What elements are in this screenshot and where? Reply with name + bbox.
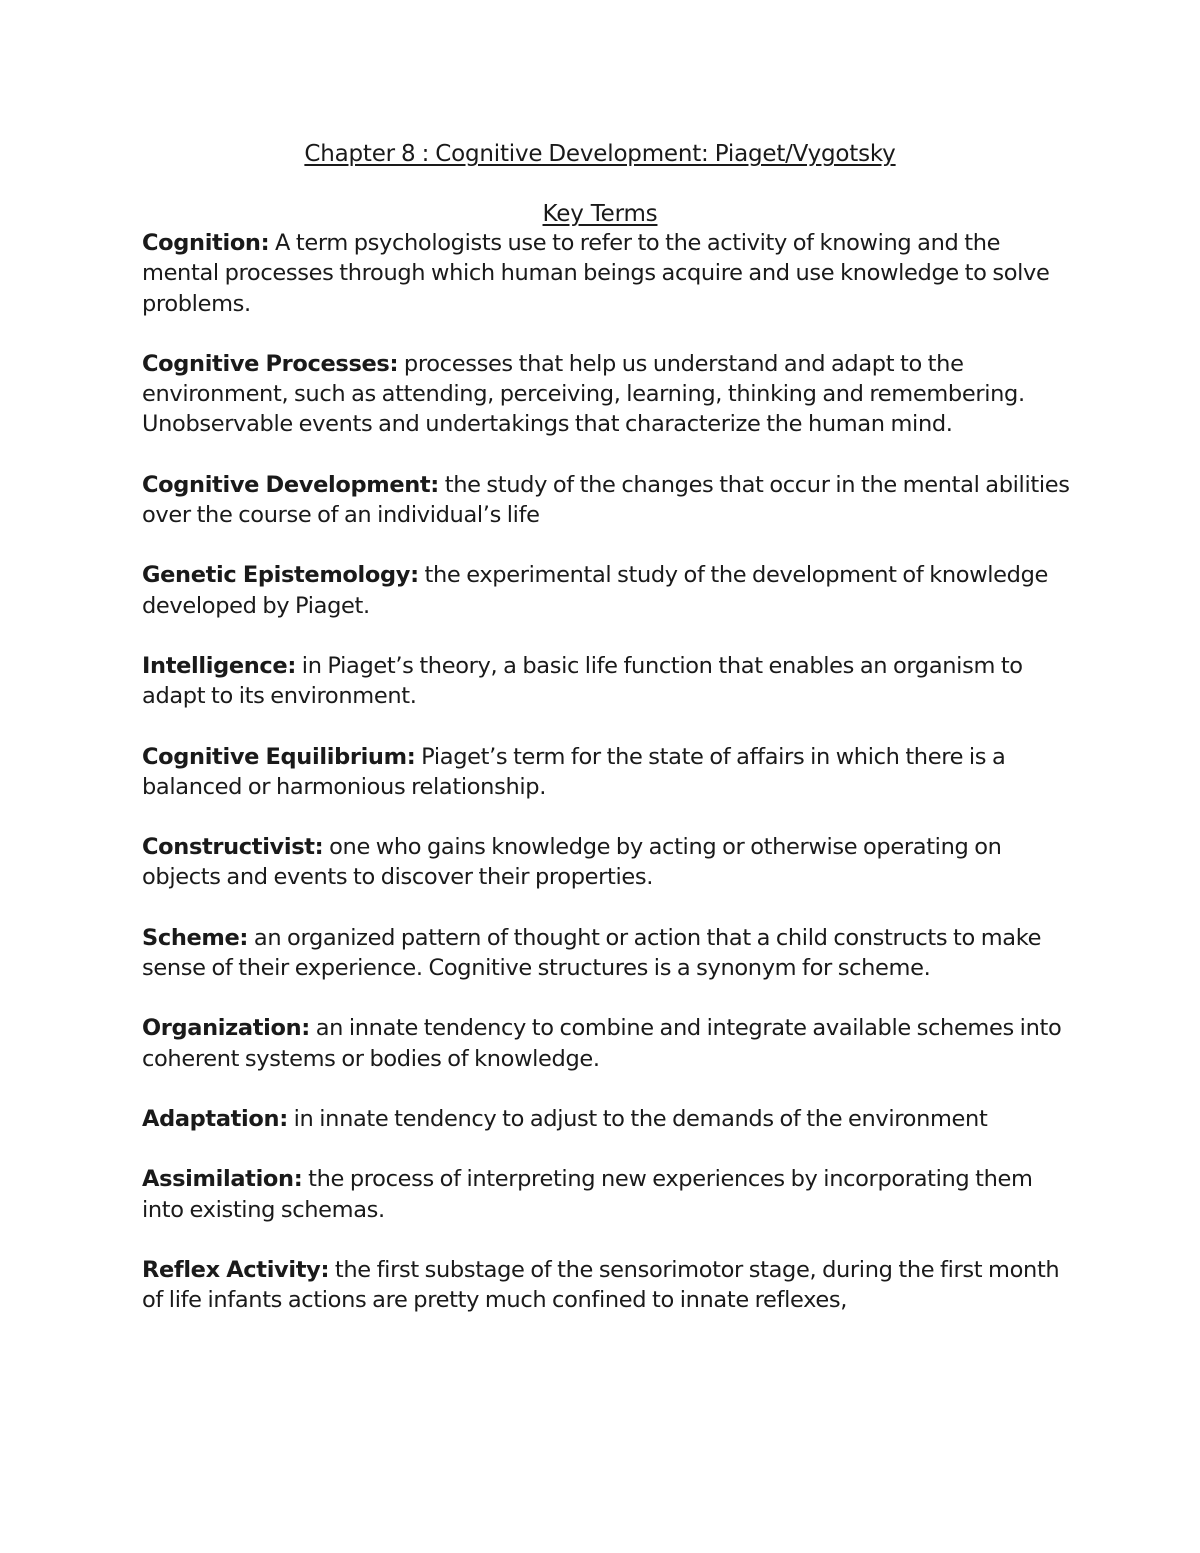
term-entry <box>142 832 1072 893</box>
term-name: Organization: <box>142 1015 310 1042</box>
term-entry <box>142 1013 1072 1074</box>
term-name: Cognition: <box>142 230 270 256</box>
term-entry <box>142 1104 1072 1134</box>
term-definition: the experimental study of the development of knowledge developed by Piaget. <box>142 562 1048 619</box>
term-entry <box>142 228 1072 319</box>
term-definition: the first substage of the sensorimotor stage, during the first month of life infants actions are pretty much confined to innate reflexes, <box>142 1256 1060 1314</box>
term-definition: the study of the changes that occur in the mental abilities over the course of an individual’s life <box>142 471 1070 529</box>
term-definition: the process of interpreting new experiences by incorporating them into existing schemas. <box>142 1166 1033 1223</box>
term-definition: A term psychologists use to refer to the activity of knowing and the mental processes through which human beings acquire and use knowledge to solve problems. <box>142 230 1050 317</box>
term-definition: in innate tendency to adjust to the demands of the environment <box>287 1105 988 1132</box>
term-entry <box>142 651 1072 712</box>
term-name: Genetic Epistemology: <box>142 562 419 589</box>
term-name: Constructivist: <box>142 834 324 861</box>
term-definition: an organized pattern of thought or action that a child constructs to make sense of their experience. Cognitive structures is a synonym for scheme. <box>142 924 1042 982</box>
term-name: Reflex Activity: <box>142 1256 330 1283</box>
term-name: Assimilation: <box>142 1166 303 1193</box>
term-entry <box>142 349 1072 440</box>
term-definition: in Piaget’s theory, a basic life function that enables an organism to adapt to its environment. <box>142 652 1023 710</box>
section-heading: Key Terms <box>542 201 658 227</box>
term-entry <box>142 1255 1072 1316</box>
term-name: Adaptation: <box>142 1105 288 1132</box>
term-name: Cognitive Development: <box>142 471 439 498</box>
term-name: Scheme: <box>142 924 249 951</box>
term-name: Cognitive Processes: <box>142 350 399 377</box>
term-entry <box>142 470 1072 531</box>
term-entry <box>142 1164 1072 1225</box>
page-title: Chapter 8 : Cognitive Development: Piaget/Vygotsky <box>304 141 896 167</box>
key-terms-list <box>142 228 1072 1345</box>
term-definition: one who gains knowledge by acting or otherwise operating on objects and events to discover their properties. <box>142 834 1002 891</box>
term-entry <box>142 560 1072 621</box>
term-definition: an innate tendency to combine and integrate available schemes into coherent systems or bodies of knowledge. <box>142 1015 1062 1072</box>
term-name: Intelligence: <box>142 652 296 679</box>
term-definition: processes that help us understand and adapt to the environment, such as attending, perceiving, learning, thinking and remembering. Unobservable events and undertakings that characterize the human mind. <box>142 350 1025 438</box>
term-name: Cognitive Equilibrium: <box>142 743 416 770</box>
term-definition: Piaget’s term for the state of affairs in which there is a balanced or harmonious relationship. <box>142 743 1006 800</box>
term-entry <box>142 742 1072 803</box>
term-entry <box>142 923 1072 984</box>
